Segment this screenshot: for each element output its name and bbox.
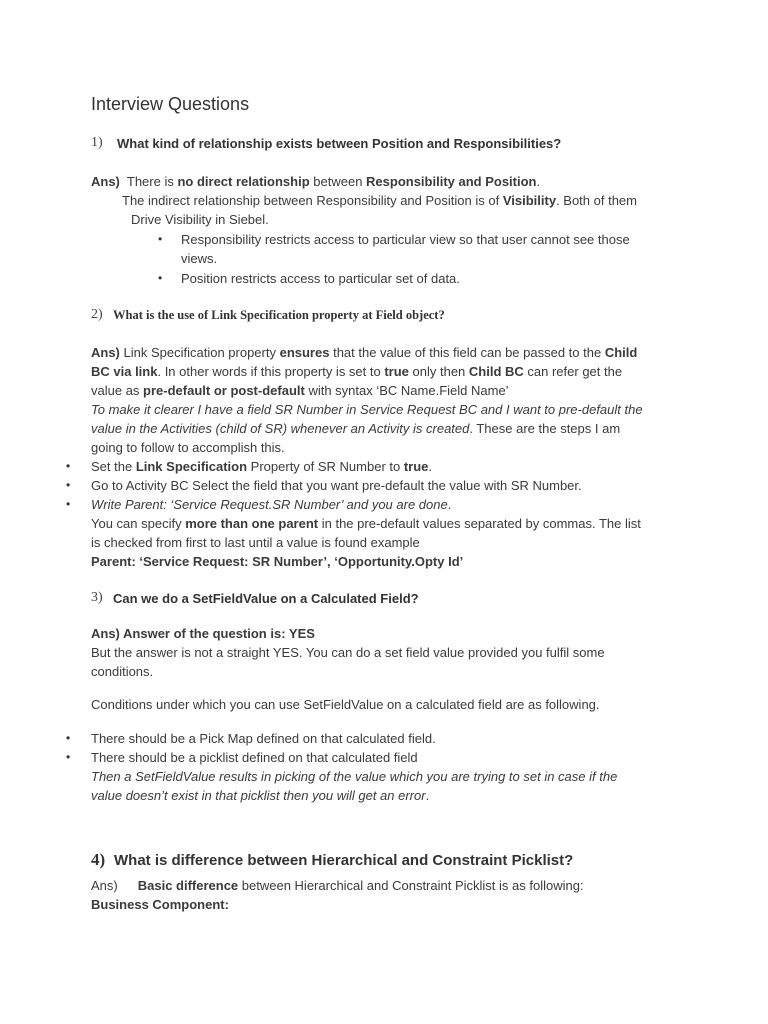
bullet-icon: • <box>66 750 71 764</box>
text: There is <box>126 174 178 189</box>
text: that the value of this field can be passed to the <box>329 345 605 360</box>
q1-bullet-1: Responsibility restricts access to particular view so that user cannot see those <box>181 232 630 247</box>
q2-step-2: Go to Activity BC Select the field that you want pre-default the value with SR Number. <box>91 478 582 493</box>
q2-answer-line-3 <box>91 383 509 398</box>
text-bold: Visibility <box>502 193 557 208</box>
text: Set the <box>91 459 136 474</box>
text: between Hierarchical and Constraint Picklist is as following: <box>238 878 584 893</box>
text: Link Specification property <box>119 345 280 360</box>
text: . <box>447 497 452 512</box>
q3-italic-line-2 <box>91 788 429 803</box>
ans-label: Ans) <box>91 345 120 360</box>
text-bold: BC via link <box>91 364 158 379</box>
q3-bullet-1: There should be a Pick Map defined on that calculated field. <box>91 731 436 746</box>
q4-answer-line-1 <box>91 878 584 893</box>
text-bold: Basic difference <box>137 878 239 893</box>
q4-business-component: Business Component: <box>91 897 229 912</box>
q1-answer-line-2 <box>122 193 637 208</box>
ans-label: Ans) <box>91 174 120 189</box>
q2-answer-line-2 <box>91 364 622 379</box>
text: with syntax ‘BC Name.Field Name’ <box>304 383 509 398</box>
text-bold: true <box>403 459 429 474</box>
bullet-icon: • <box>66 459 71 473</box>
text: . <box>536 174 541 189</box>
q3-bullet-2: There should be a picklist defined on that calculated field <box>91 750 418 765</box>
q2-number: 2) <box>91 307 103 322</box>
q3-answer-line-4: Conditions under which you can use SetFieldValue on a calculated field are as following. <box>91 697 600 712</box>
q2-step-1 <box>91 459 432 474</box>
text: The indirect relationship between Responsibility and Position is of <box>122 193 503 208</box>
q4-question: What is difference between Hierarchical and Constraint Picklist? <box>114 852 574 869</box>
text-italic: value in the Activities (child of SR) whenever an Activity is created <box>91 421 470 436</box>
q2-answer-line-7 <box>91 516 641 531</box>
bullet-icon: • <box>66 497 71 511</box>
q3-number: 3) <box>91 590 103 605</box>
text: . In other words if this property is set to <box>157 364 385 379</box>
text: . <box>428 459 433 474</box>
q4-number: 4) <box>91 850 106 869</box>
q3-answer-line-2: But the answer is not a straight YES. You can do a set field value provided you fulfil some <box>91 645 605 660</box>
text: . <box>425 788 430 803</box>
q1-answer-line-1 <box>91 174 540 189</box>
text-bold: Child BC <box>468 364 524 379</box>
text-italic: value doesn’t exist in that picklist then you will get an error <box>91 788 426 803</box>
text: . Both of them <box>556 193 637 208</box>
q1-answer-line-3: Drive Visibility in Siebel. <box>131 212 269 227</box>
text: value as <box>91 383 144 398</box>
q2-answer-line-6: going to follow to accomplish this. <box>91 440 285 455</box>
q3-answer-line-1: Ans) Answer of the question is: YES <box>91 626 315 641</box>
q2-answer-line-9: Parent: ‘Service Request: SR Number’, ‘Opportunity.Opty Id’ <box>91 554 464 569</box>
q1-bullet-1-cont: views. <box>181 251 218 266</box>
text: between <box>309 174 367 189</box>
q1-number: 1) <box>91 135 103 150</box>
q1-question: What kind of relationship exists between Position and Responsibilities? <box>117 136 562 151</box>
text-bold: no direct relationship <box>177 174 310 189</box>
text: in the pre-default values separated by commas. The list <box>318 516 641 531</box>
q3-answer-line-3: conditions. <box>91 664 154 679</box>
text: Property of SR Number to <box>247 459 404 474</box>
q2-answer-line-8: is checked from first to last until a value is found example <box>91 535 420 550</box>
q3-italic-line-1: Then a SetFieldValue results in picking of the value which you are trying to set in case if the <box>91 769 618 784</box>
q2-answer-line-5 <box>91 421 620 436</box>
text-bold: Child <box>604 345 638 360</box>
text-bold: pre-default or post-default <box>143 383 305 398</box>
q3-question: Can we do a SetFieldValue on a Calculated Field? <box>113 591 419 606</box>
text-bold: Link Specification <box>135 459 248 474</box>
q2-step-3 <box>91 497 451 512</box>
text: only then <box>408 364 469 379</box>
q2-answer-line-4: To make it clearer I have a field SR Number in Service Request BC and I want to pre-default the <box>91 402 643 417</box>
bullet-icon: • <box>158 271 163 285</box>
q1-bullet-2: Position restricts access to particular set of data. <box>181 271 460 286</box>
page-title: Interview Questions <box>91 94 250 114</box>
ans-label: Ans) <box>91 878 118 893</box>
text-bold: Responsibility and Position <box>366 174 537 189</box>
q2-answer-line-1 <box>91 345 637 360</box>
q2-question: What is the use of Link Specification property at Field object? <box>113 308 445 322</box>
bullet-icon: • <box>66 478 71 492</box>
text-bold: true <box>384 364 409 379</box>
bullet-icon: • <box>66 731 71 745</box>
text-bold: ensures <box>279 345 330 360</box>
text-bold: more than one parent <box>185 516 319 531</box>
text: can refer get the <box>523 364 623 379</box>
bullet-icon: • <box>158 232 163 246</box>
text-italic: Write Parent: ‘Service Request.SR Number’ and you are done <box>91 497 448 512</box>
text: You can specify <box>91 516 186 531</box>
text: . These are the steps I am <box>469 421 621 436</box>
